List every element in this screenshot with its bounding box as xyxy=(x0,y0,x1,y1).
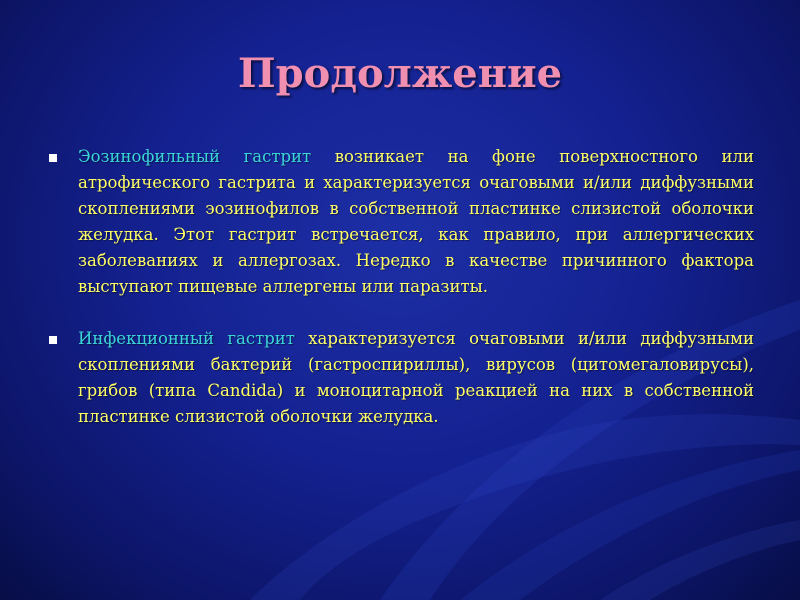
bullet-text: характеризуется очаговыми и/или диффузными скоплениями бактерий (гастроспириллы), вирусов (цитомегаловирусы), грибов (типа Candida) и моноцитарной реакцией на них в собственной пластинке слизистой оболочки желудка. xyxy=(78,329,754,426)
bullet-item xyxy=(46,144,754,300)
square-bullet-icon xyxy=(49,154,57,162)
bullet-text: возникает на фоне поверхностного или атрофического гастрита и характеризуется очаговыми и/или диффузными скоплениями эозинофилов в собственной пластинке слизистой оболочки желудка. Этот гастрит встречается, как правило, при аллергических заболеваниях и аллергозах. Нередко в качестве причинного фактора выступают пищевые аллергены или паразиты. xyxy=(78,147,754,296)
bullet-term: Инфекционный гастрит xyxy=(78,329,295,348)
slide-title: Продолжение xyxy=(237,50,563,97)
bullet-list xyxy=(46,144,754,430)
square-bullet-icon xyxy=(49,336,57,344)
bullet-term: Эозинофильный гастрит xyxy=(78,147,312,166)
bullet-item xyxy=(46,326,754,430)
